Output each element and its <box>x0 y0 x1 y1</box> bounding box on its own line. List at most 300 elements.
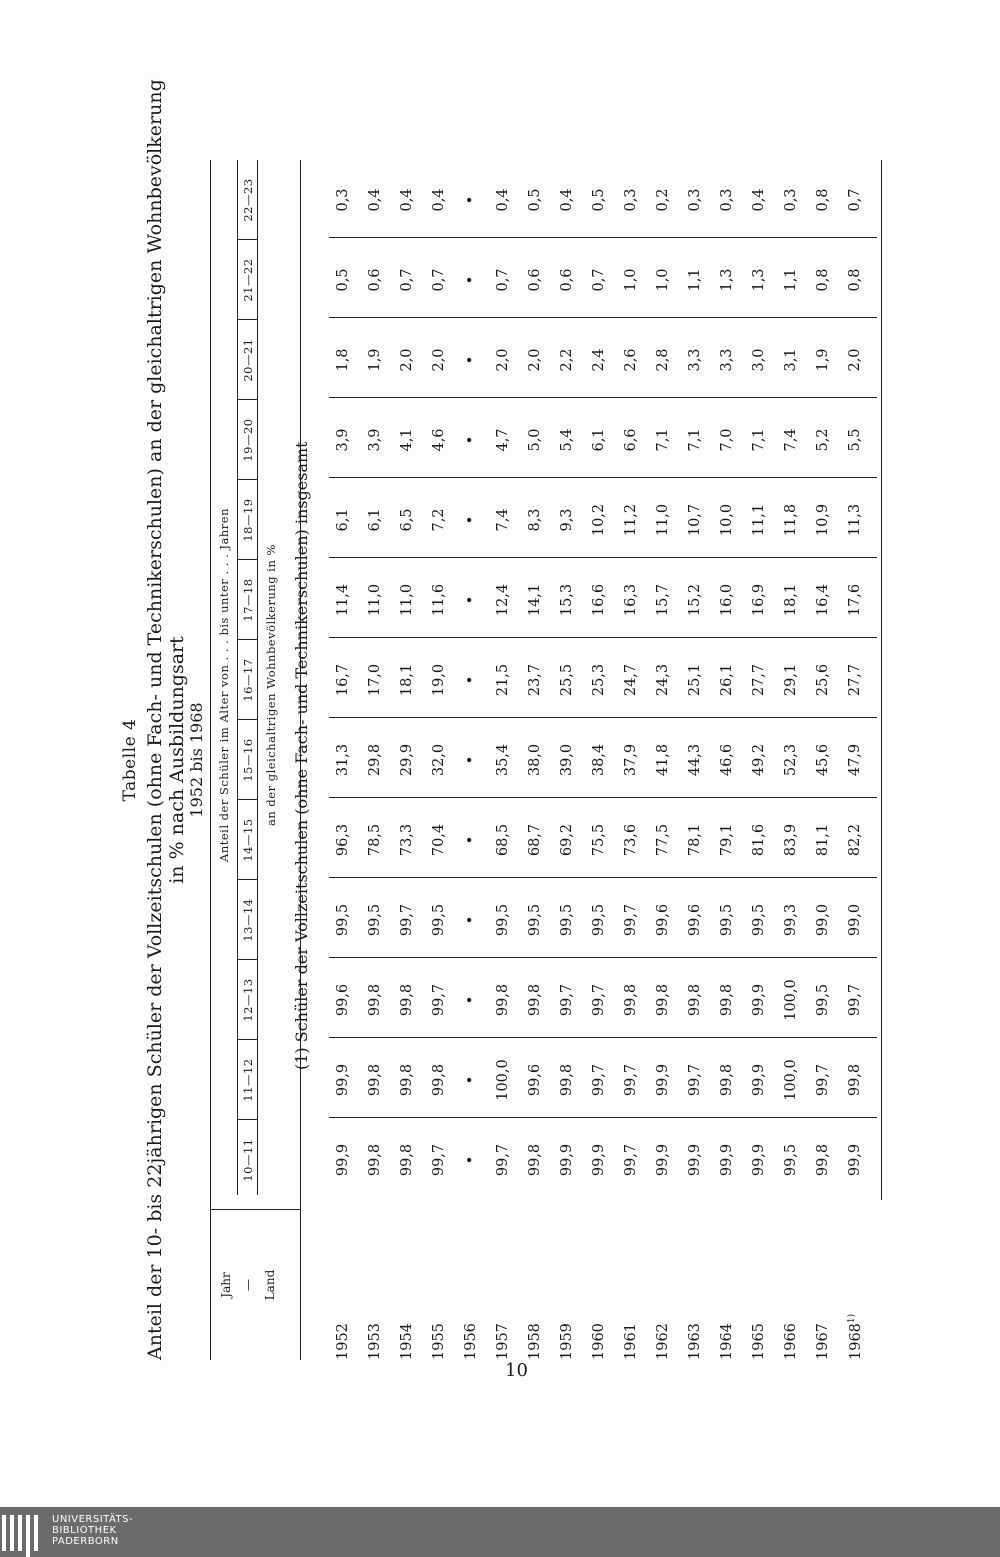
column-separator <box>237 799 257 800</box>
table-cell: 0,3 <box>335 188 351 212</box>
table-cell: 15,3 <box>559 583 575 617</box>
library-name-line3: PADERBORN <box>52 1536 119 1547</box>
table-cell: 2,0 <box>527 348 543 372</box>
table-cell: 99,8 <box>847 1063 863 1097</box>
row-year-value: 1967 <box>815 1323 831 1360</box>
row-year <box>367 1210 383 1360</box>
table-cell: 39,0 <box>559 743 575 777</box>
table-cell: 0,4 <box>495 188 511 212</box>
table-cell: 69,2 <box>559 823 575 857</box>
table-cell: 1,3 <box>751 268 767 292</box>
table-row <box>719 160 749 1360</box>
column-header: 10—11 <box>241 1138 255 1182</box>
table-cell: 0,2 <box>655 188 671 212</box>
table-cell: 27,7 <box>847 663 863 697</box>
table-cell: 24,7 <box>623 663 639 697</box>
table-row <box>527 160 557 1360</box>
table-number: Tabelle 4 <box>120 718 140 802</box>
table-cell: 15,2 <box>687 583 703 617</box>
row-year <box>719 1210 735 1360</box>
table-cell: 99,7 <box>847 983 863 1017</box>
table-cell: 16,6 <box>591 583 607 617</box>
table-cell: 99,8 <box>367 1063 383 1097</box>
table-cell: 2,8 <box>655 348 671 372</box>
row-year-value: 1956 <box>463 1323 479 1360</box>
library-footer <box>0 1507 1000 1557</box>
column-header: 13—14 <box>241 898 255 942</box>
table-cell: 2,2 <box>559 348 575 372</box>
row-year <box>655 1210 671 1360</box>
table-cell: • <box>463 595 479 605</box>
column-rule <box>329 1037 877 1038</box>
table-cell: 99,0 <box>815 903 831 937</box>
table-row <box>559 160 589 1360</box>
table-cell: 99,8 <box>623 983 639 1017</box>
age-header: Anteil der Schüler im Alter von . . . bis unter . . . Jahren <box>217 508 231 862</box>
column-rule <box>329 877 877 878</box>
column-header: 11—12 <box>241 1058 255 1102</box>
row-header-dash: — <box>241 1279 255 1291</box>
table-cell: 16,9 <box>751 583 767 617</box>
table-cell: 99,9 <box>559 1143 575 1177</box>
table-cell: 99,8 <box>495 983 511 1017</box>
table-cell: 3,9 <box>335 428 351 452</box>
table-cell: 78,1 <box>687 823 703 857</box>
table-cell: 99,6 <box>655 903 671 937</box>
row-year <box>431 1210 447 1360</box>
unit-header: an der gleichaltrigen Wohnbevölkerung in % <box>264 544 278 826</box>
table-cell: 99,8 <box>527 983 543 1017</box>
table-row <box>463 160 493 1360</box>
table-cell: 99,8 <box>815 1143 831 1177</box>
row-year <box>527 1210 543 1360</box>
table-cell: 73,3 <box>399 823 415 857</box>
row-year-value: 1953 <box>367 1323 383 1360</box>
table-cell: 99,5 <box>751 903 767 937</box>
table-row <box>335 160 365 1360</box>
rotated-table-page <box>120 79 900 1360</box>
column-rule <box>329 637 877 638</box>
table-cell: 99,7 <box>623 903 639 937</box>
table-cell: 99,7 <box>431 983 447 1017</box>
column-rule <box>329 557 877 558</box>
row-year-value: 1952 <box>335 1323 351 1360</box>
table-cell: 11,3 <box>847 503 863 537</box>
table-cell: 99,9 <box>687 1143 703 1177</box>
row-year <box>591 1210 607 1360</box>
table-cell: 99,6 <box>527 1063 543 1097</box>
table-cell: 3,3 <box>687 348 703 372</box>
table-cell: 99,9 <box>847 1143 863 1177</box>
column-separator <box>237 1039 257 1040</box>
table-cell: 1,0 <box>623 268 639 292</box>
row-year-value: 1955 <box>431 1323 447 1360</box>
table-cell: 99,5 <box>559 903 575 937</box>
table-cell: 99,7 <box>495 1143 511 1177</box>
table-cell: 6,1 <box>367 508 383 532</box>
column-rule <box>329 477 877 478</box>
table-cell: 35,4 <box>495 743 511 777</box>
table-cell: 99,8 <box>719 983 735 1017</box>
row-year-value: 1968 <box>847 1323 864 1360</box>
table-cell: 10,2 <box>591 503 607 537</box>
table-cell: 9,3 <box>559 508 575 532</box>
column-header: 17—18 <box>241 578 255 622</box>
table-cell: 29,9 <box>399 743 415 777</box>
table-row <box>783 160 813 1360</box>
table-cell: 99,8 <box>687 983 703 1017</box>
table-cell: 99,9 <box>655 1063 671 1097</box>
column-separator <box>237 879 257 880</box>
table-cell: 99,5 <box>815 983 831 1017</box>
table-cell: 44,3 <box>687 743 703 777</box>
table-row <box>687 160 717 1360</box>
table-cell: • <box>463 755 479 765</box>
table-cell: 99,9 <box>719 1143 735 1177</box>
table-cell: 99,7 <box>623 1143 639 1177</box>
table-cell: • <box>463 915 479 925</box>
table-cell: 99,7 <box>559 983 575 1017</box>
column-separator <box>237 319 257 320</box>
table-row <box>847 160 877 1360</box>
column-rule <box>329 1117 877 1118</box>
table-row <box>815 160 845 1360</box>
table-cell: 11,4 <box>335 583 351 617</box>
table-cell: 0,7 <box>591 268 607 292</box>
row-header-land: Land <box>263 1269 277 1301</box>
library-name-line2: BIBLIOTHEK <box>52 1525 117 1536</box>
table-cell: 82,2 <box>847 823 863 857</box>
table-cell: 6,1 <box>591 428 607 452</box>
column-separator <box>237 719 257 720</box>
table-cell: 0,5 <box>527 188 543 212</box>
table-cell: 0,7 <box>847 188 863 212</box>
table-cell: 1,1 <box>783 268 799 292</box>
table-cell: 2,0 <box>495 348 511 372</box>
table-cell: 7,1 <box>687 428 703 452</box>
table-cell: 0,4 <box>559 188 575 212</box>
row-year-value: 1959 <box>559 1323 575 1360</box>
column-rule <box>329 797 877 798</box>
table-cell: 0,5 <box>591 188 607 212</box>
table-cell: 99,6 <box>687 903 703 937</box>
table-cell: 8,3 <box>527 508 543 532</box>
table-cell: 10,9 <box>815 503 831 537</box>
table-cell: • <box>463 675 479 685</box>
table-row <box>495 160 525 1360</box>
column-header: 18—19 <box>241 498 255 542</box>
table-cell: 99,5 <box>783 1143 799 1177</box>
row-year <box>847 1210 864 1360</box>
table-cell: 17,6 <box>847 583 863 617</box>
table-cell: 4,6 <box>431 428 447 452</box>
table-cell: 99,7 <box>815 1063 831 1097</box>
table-cell: 99,9 <box>751 983 767 1017</box>
library-logo-icon <box>2 1515 44 1557</box>
section-title: (1) Schüler der Vollzeitschulen (ohne Fach- und Technikerschulen) insgesamt <box>292 441 311 1070</box>
row-year-value: 1963 <box>687 1323 703 1360</box>
row-year <box>783 1210 799 1360</box>
table-bottom-rule <box>881 160 882 1200</box>
table-cell: 99,7 <box>687 1063 703 1097</box>
column-separator <box>237 399 257 400</box>
row-year-value: 1964 <box>719 1323 735 1360</box>
table-cell: 99,8 <box>399 1143 415 1177</box>
library-name <box>52 1514 133 1547</box>
table-cell: 0,3 <box>783 188 799 212</box>
table-cell: 7,1 <box>751 428 767 452</box>
table-cell: 70,4 <box>431 823 447 857</box>
column-header: 14—15 <box>241 818 255 862</box>
column-header: 15—16 <box>241 738 255 782</box>
table-cell: 23,7 <box>527 663 543 697</box>
table-cell: 11,1 <box>751 503 767 537</box>
column-rule <box>329 397 877 398</box>
table-cell: 15,7 <box>655 583 671 617</box>
table-cell: 81,1 <box>815 823 831 857</box>
table-cell: 1,1 <box>687 268 703 292</box>
column-header: 12—13 <box>241 978 255 1022</box>
page-number: 10 <box>505 1360 528 1381</box>
table-cell: 1,8 <box>335 348 351 372</box>
row-year <box>335 1210 351 1360</box>
table-cell: 16,0 <box>719 583 735 617</box>
table-title-years: 1952 bis 1968 <box>187 702 206 818</box>
table-cell: 99,6 <box>335 983 351 1017</box>
table-cell: 99,0 <box>847 903 863 937</box>
table-cell: • <box>463 435 479 445</box>
table-cell: 7,4 <box>495 508 511 532</box>
table-cell: 38,4 <box>591 743 607 777</box>
table-cell: 32,0 <box>431 743 447 777</box>
table-cell: 7,2 <box>431 508 447 532</box>
table-cell: 99,7 <box>591 983 607 1017</box>
table-cell: 2,0 <box>431 348 447 372</box>
table-cell: 99,7 <box>431 1143 447 1177</box>
table-cell: 0,3 <box>623 188 639 212</box>
column-rule <box>329 317 877 318</box>
column-header: 22—23 <box>241 178 255 222</box>
table-cell: 99,5 <box>527 903 543 937</box>
row-year <box>751 1210 767 1360</box>
table-cell: 78,5 <box>367 823 383 857</box>
table-cell: 0,8 <box>815 268 831 292</box>
row-header-year: Jahr <box>219 1272 233 1298</box>
table-cell: 25,6 <box>815 663 831 697</box>
table-cell: 0,7 <box>495 268 511 292</box>
table-cell: 1,9 <box>367 348 383 372</box>
table-cell: 99,9 <box>335 1143 351 1177</box>
column-rule <box>329 957 877 958</box>
table-cell: 99,9 <box>335 1063 351 1097</box>
column-header: 19—20 <box>241 418 255 462</box>
table-cell: 99,8 <box>431 1063 447 1097</box>
column-header: 20—21 <box>241 338 255 382</box>
row-header <box>215 1210 281 1360</box>
row-year <box>687 1210 703 1360</box>
table-cell: • <box>463 195 479 205</box>
row-year <box>463 1210 479 1360</box>
table-cell: 6,6 <box>623 428 639 452</box>
table-cell: 7,4 <box>783 428 799 452</box>
column-separator <box>237 639 257 640</box>
table-cell: 99,5 <box>495 903 511 937</box>
row-year-value: 1966 <box>783 1323 799 1360</box>
column-rule <box>329 717 877 718</box>
table-row <box>751 160 781 1360</box>
table-cell: 0,8 <box>847 268 863 292</box>
row-year-value: 1961 <box>623 1323 639 1360</box>
table-cell: 10,7 <box>687 503 703 537</box>
row-year <box>399 1210 415 1360</box>
table-cell: 7,1 <box>655 428 671 452</box>
column-separator <box>237 959 257 960</box>
table-cell: • <box>463 995 479 1005</box>
row-year-value: 1954 <box>399 1323 415 1360</box>
table-cell: 0,4 <box>751 188 767 212</box>
table-cell: 0,4 <box>367 188 383 212</box>
table-cell: 5,2 <box>815 428 831 452</box>
table-cell: 25,5 <box>559 663 575 697</box>
row-year-value: 1962 <box>655 1323 671 1360</box>
table-cell: 2,0 <box>399 348 415 372</box>
table-cell: 99,8 <box>719 1063 735 1097</box>
table-cell: 11,8 <box>783 503 799 537</box>
table-cell: 11,6 <box>431 583 447 617</box>
table-cell: 3,1 <box>783 348 799 372</box>
table-cell: 11,2 <box>623 503 639 537</box>
table-cell: 79,1 <box>719 823 735 857</box>
table-cell: 2,0 <box>847 348 863 372</box>
table-cell: 99,9 <box>751 1063 767 1097</box>
table-cell: 11,0 <box>655 503 671 537</box>
table-cell: 45,6 <box>815 743 831 777</box>
header-top-rule <box>210 160 211 1360</box>
column-header: 16—17 <box>241 658 255 702</box>
table-row <box>655 160 685 1360</box>
column-separator <box>237 1119 257 1120</box>
table-cell: 17,0 <box>367 663 383 697</box>
row-year-value: 1957 <box>495 1323 511 1360</box>
table-cell: 99,8 <box>527 1143 543 1177</box>
library-name-line1: UNIVERSITÄTS- <box>52 1514 134 1525</box>
table-cell: 4,7 <box>495 428 511 452</box>
table-cell: 99,8 <box>655 983 671 1017</box>
table-cell: 5,4 <box>559 428 575 452</box>
table-cell: 49,2 <box>751 743 767 777</box>
table-cell: 75,5 <box>591 823 607 857</box>
table-cell: • <box>463 515 479 525</box>
table-cell: 41,8 <box>655 743 671 777</box>
table-cell: 100,0 <box>495 1059 511 1101</box>
column-rule <box>329 237 877 238</box>
table-cell: 24,3 <box>655 663 671 697</box>
table-cell: 99,9 <box>751 1143 767 1177</box>
table-cell: 21,5 <box>495 663 511 697</box>
footnote-marker: 1) <box>847 1313 857 1324</box>
row-year-value: 1965 <box>751 1323 767 1360</box>
table-cell: 99,8 <box>367 983 383 1017</box>
table-cell: 68,5 <box>495 823 511 857</box>
table-cell: 5,5 <box>847 428 863 452</box>
table-cell: 18,1 <box>399 663 415 697</box>
table-cell: 2,6 <box>623 348 639 372</box>
table-cell: 0,6 <box>367 268 383 292</box>
table-cell: 99,8 <box>399 983 415 1017</box>
table-cell: 99,9 <box>591 1143 607 1177</box>
table-cell: 81,6 <box>751 823 767 857</box>
table-cell: 25,3 <box>591 663 607 697</box>
table-cell: 96,3 <box>335 823 351 857</box>
table-cell: 0,7 <box>399 268 415 292</box>
table-cell: 99,8 <box>559 1063 575 1097</box>
row-year <box>495 1210 511 1360</box>
table-cell: 99,7 <box>399 903 415 937</box>
table-cell: 0,3 <box>719 188 735 212</box>
row-year <box>815 1210 831 1360</box>
table-cell: 38,0 <box>527 743 543 777</box>
table-cell: 6,1 <box>335 508 351 532</box>
table-row <box>623 160 653 1360</box>
table-cell: 73,6 <box>623 823 639 857</box>
table-cell: 14,1 <box>527 583 543 617</box>
table-cell: • <box>463 355 479 365</box>
column-separator <box>237 239 257 240</box>
table-cell: 99,7 <box>591 1063 607 1097</box>
table-title: Anteil der 10- bis 22jährigen Schüler der Vollzeitschulen (ohne Fach- und Technikerschulen) an der gleichaltrigen Wohnbevölkerung <box>144 79 166 1360</box>
table-cell: 29,8 <box>367 743 383 777</box>
table-cell: 2,4 <box>591 348 607 372</box>
table-cell: 18,1 <box>783 583 799 617</box>
table-cell: 0,3 <box>687 188 703 212</box>
table-cell: 99,5 <box>719 903 735 937</box>
column-separator <box>237 559 257 560</box>
table-cell: 7,0 <box>719 428 735 452</box>
table-cell: 3,9 <box>367 428 383 452</box>
table-cell: 27,7 <box>751 663 767 697</box>
table-cell: 99,5 <box>367 903 383 937</box>
table-cell: 29,1 <box>783 663 799 697</box>
row-year <box>559 1210 575 1360</box>
table-cell: • <box>463 1155 479 1165</box>
table-cell: 31,3 <box>335 743 351 777</box>
table-cell: 99,7 <box>623 1063 639 1097</box>
table-cell: • <box>463 835 479 845</box>
table-title-unit: in % nach Ausbildungsart <box>166 636 188 884</box>
table-cell: 99,8 <box>399 1063 415 1097</box>
table-cell: 0,8 <box>815 188 831 212</box>
table-cell: 46,6 <box>719 743 735 777</box>
table-cell: 0,4 <box>431 188 447 212</box>
table-cell: 99,5 <box>431 903 447 937</box>
table-cell: 16,7 <box>335 663 351 697</box>
table-cell: 100,0 <box>783 1059 799 1101</box>
table-cell: 83,9 <box>783 823 799 857</box>
table-cell: 0,6 <box>559 268 575 292</box>
row-year <box>623 1210 639 1360</box>
table-row <box>591 160 621 1360</box>
table-cell: 16,3 <box>623 583 639 617</box>
row-year-value: 1960 <box>591 1323 607 1360</box>
table-cell: 52,3 <box>783 743 799 777</box>
table-cell: 37,9 <box>623 743 639 777</box>
table-cell: 19,0 <box>431 663 447 697</box>
table-cell: 47,9 <box>847 743 863 777</box>
table-cell: 1,9 <box>815 348 831 372</box>
table-cell: 5,0 <box>527 428 543 452</box>
table-row <box>431 160 461 1360</box>
table-cell: • <box>463 275 479 285</box>
